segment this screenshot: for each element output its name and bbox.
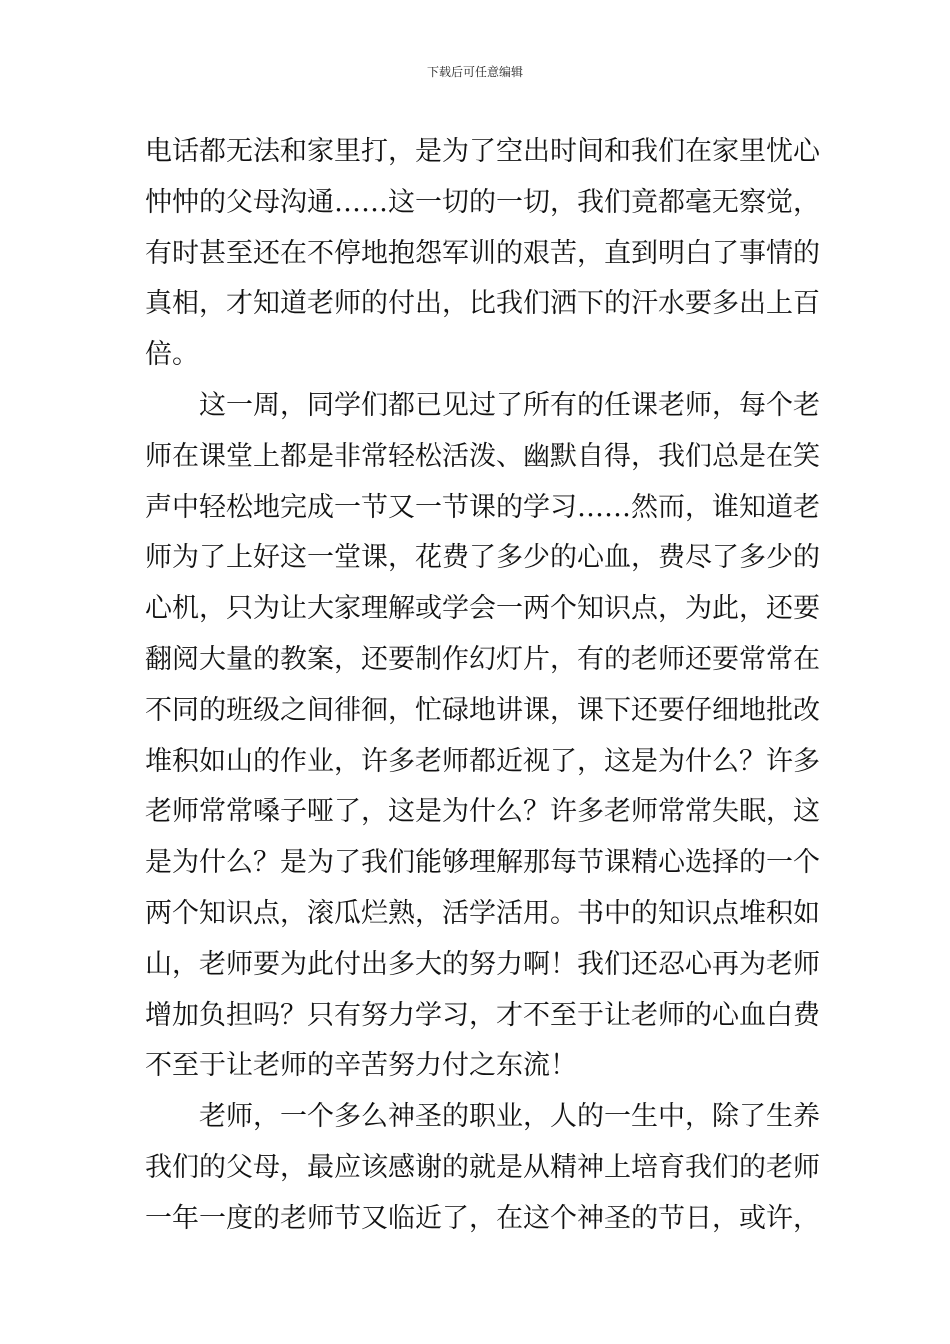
document-body (145, 127, 820, 1245)
text-line: 这一周，同学们都已见过了所有的任课老师，每个老 (199, 389, 820, 421)
page-header: 下载后可任意编辑 (426, 65, 523, 79)
text-line: 师为了上好这一堂课，花费了多少的心血，费尽了多少的 (145, 542, 820, 574)
text-line: 心机，只为让大家理解或学会一两个知识点，为此，还要 (145, 593, 820, 625)
text-line: 师在课堂上都是非常轻松活泼、幽默自得，我们总是在笑 (145, 440, 820, 472)
text-line: 堆积如山的作业，许多老师都近视了，这是为什么？许多 (145, 745, 820, 777)
text-line: 电话都无法和家里打，是为了空出时间和我们在家里忧心 (145, 136, 820, 167)
text-line: 老师常常嗓子哑了，这是为什么？许多老师常常失眠，这 (145, 796, 820, 828)
text-line: 忡忡的父母沟通……这一切的一切，我们竟都毫无察觉， (145, 186, 820, 218)
text-line: 是为什么？是为了我们能够理解那每节课精心选择的一个 (145, 847, 820, 879)
text-line: 声中轻松地完成一节又一节课的学习……然而，谁知道老 (145, 491, 820, 523)
text-line: 增加负担吗？只有努力学习，才不至于让老师的心血白费 (145, 999, 820, 1031)
text-line: 翻阅大量的教案，还要制作幻灯片，有的老师还要常常在 (145, 643, 820, 675)
text-line: 山，老师要为此付出多大的努力啊！我们还忍心再为老师 (145, 948, 820, 980)
paragraph (145, 1092, 820, 1244)
text-line: 不至于让老师的辛苦努力付之东流！ (145, 1050, 577, 1082)
paragraph (145, 127, 820, 381)
text-line: 真相，才知道老师的付出，比我们洒下的汗水要多出上百 (145, 288, 820, 320)
text-line: 不同的班级之间徘徊，忙碌地讲课，课下还要仔细地批改 (145, 694, 820, 726)
text-line: 一年一度的老师节又临近了，在这个神圣的节日，或许， (145, 1202, 820, 1234)
paragraph (145, 381, 820, 1092)
text-line: 有时甚至还在不停地抱怨军训的艰苦，直到明白了事情的 (145, 237, 820, 269)
text-line: 老师，一个多么神圣的职业，人的一生中，除了生养 (199, 1101, 820, 1133)
text-line: 两个知识点，滚瓜烂熟，活学活用。书中的知识点堆积如 (145, 897, 820, 929)
text-line: 我们的父母，最应该感谢的就是从精神上培育我们的老师 (145, 1151, 820, 1183)
text-line: 倍。 (145, 339, 199, 371)
